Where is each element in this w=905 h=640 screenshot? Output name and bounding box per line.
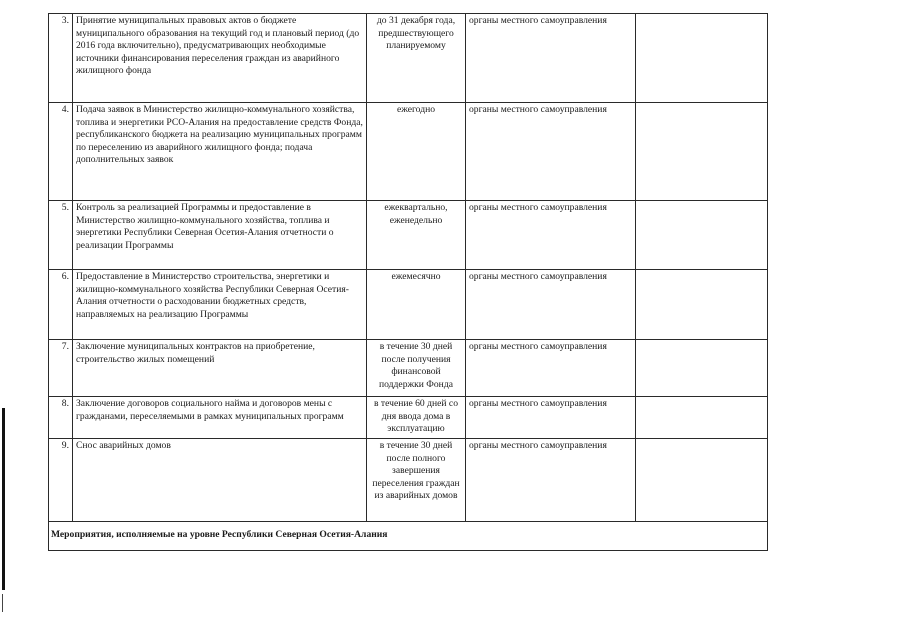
measures-table: [48, 13, 768, 551]
responsible-cell: органы местного самоуправления: [466, 439, 636, 522]
scan-margin-mark-small: [2, 594, 3, 612]
section-heading: Мероприятия, исполняемые на уровне Республики Северная Осетия-Алания: [49, 522, 768, 551]
responsible-cell: органы местного самоуправления: [466, 103, 636, 201]
row-number: 9.: [49, 439, 73, 522]
row-number: 5.: [49, 201, 73, 270]
deadline-cell: в течение 30 дней после получения финансовой поддержки Фонда: [367, 340, 466, 397]
empty-cell: [636, 397, 768, 439]
deadline-cell: ежеквартально, еженедельно: [367, 201, 466, 270]
table-row: [49, 397, 768, 439]
responsible-cell: органы местного самоуправления: [466, 340, 636, 397]
deadline-cell: в течение 60 дней со дня ввода дома в эксплуатацию: [367, 397, 466, 439]
empty-cell: [636, 340, 768, 397]
table-row: [49, 201, 768, 270]
row-number: 3.: [49, 14, 73, 103]
table-row: [49, 340, 768, 397]
empty-cell: [636, 14, 768, 103]
row-number: 8.: [49, 397, 73, 439]
task-cell: Принятие муниципальных правовых актов о бюджете муниципального образования на текущий год и плановый период (до 2016 года включительно), предусматривающих необходимые источники финансирования переселения граждан из аварийного жилищного фонда: [73, 14, 367, 103]
empty-cell: [636, 201, 768, 270]
table-row: [49, 439, 768, 522]
task-cell: Снос аварийных домов: [73, 439, 367, 522]
scan-margin-mark: [2, 408, 5, 590]
table-row: [49, 14, 768, 103]
section-heading-row: [49, 522, 768, 551]
task-cell: Контроль за реализацией Программы и предоставление в Министерство жилищно-коммунального хозяйства, топлива и энергетики Республики Северная Осетия-Алания отчетности о реализации Программы: [73, 201, 367, 270]
table-row: [49, 270, 768, 340]
task-cell: Заключение договоров социального найма и договоров мены с гражданами, переселяемыми в рамках муниципальных программ: [73, 397, 367, 439]
deadline-cell: ежемесячно: [367, 270, 466, 340]
row-number: 7.: [49, 340, 73, 397]
task-cell: Предоставление в Министерство строительства, энергетики и жилищно-коммунального хозяйства Республики Северная Осетия-Алания отчетности о расходовании бюджетных средств, направляемых на реализацию Программы: [73, 270, 367, 340]
empty-cell: [636, 103, 768, 201]
row-number: 6.: [49, 270, 73, 340]
deadline-cell: в течение 30 дней после полного завершения переселения граждан из аварийных домов: [367, 439, 466, 522]
task-cell: Заключение муниципальных контрактов на приобретение, строительство жилых помещений: [73, 340, 367, 397]
responsible-cell: органы местного самоуправления: [466, 201, 636, 270]
responsible-cell: органы местного самоуправления: [466, 270, 636, 340]
row-number: 4.: [49, 103, 73, 201]
task-cell: Подача заявок в Министерство жилищно-коммунального хозяйства, топлива и энергетики РСО-Алания на предоставление средств Фонда, республиканского бюджета на реализацию муниципальных программ по переселению из аварийного жилищного фонда; подача дополнительных заявок: [73, 103, 367, 201]
responsible-cell: органы местного самоуправления: [466, 14, 636, 103]
table-row: [49, 103, 768, 201]
empty-cell: [636, 439, 768, 522]
responsible-cell: органы местного самоуправления: [466, 397, 636, 439]
deadline-cell: ежегодно: [367, 103, 466, 201]
deadline-cell: до 31 декабря года, предшествующего планируемому: [367, 14, 466, 103]
empty-cell: [636, 270, 768, 340]
